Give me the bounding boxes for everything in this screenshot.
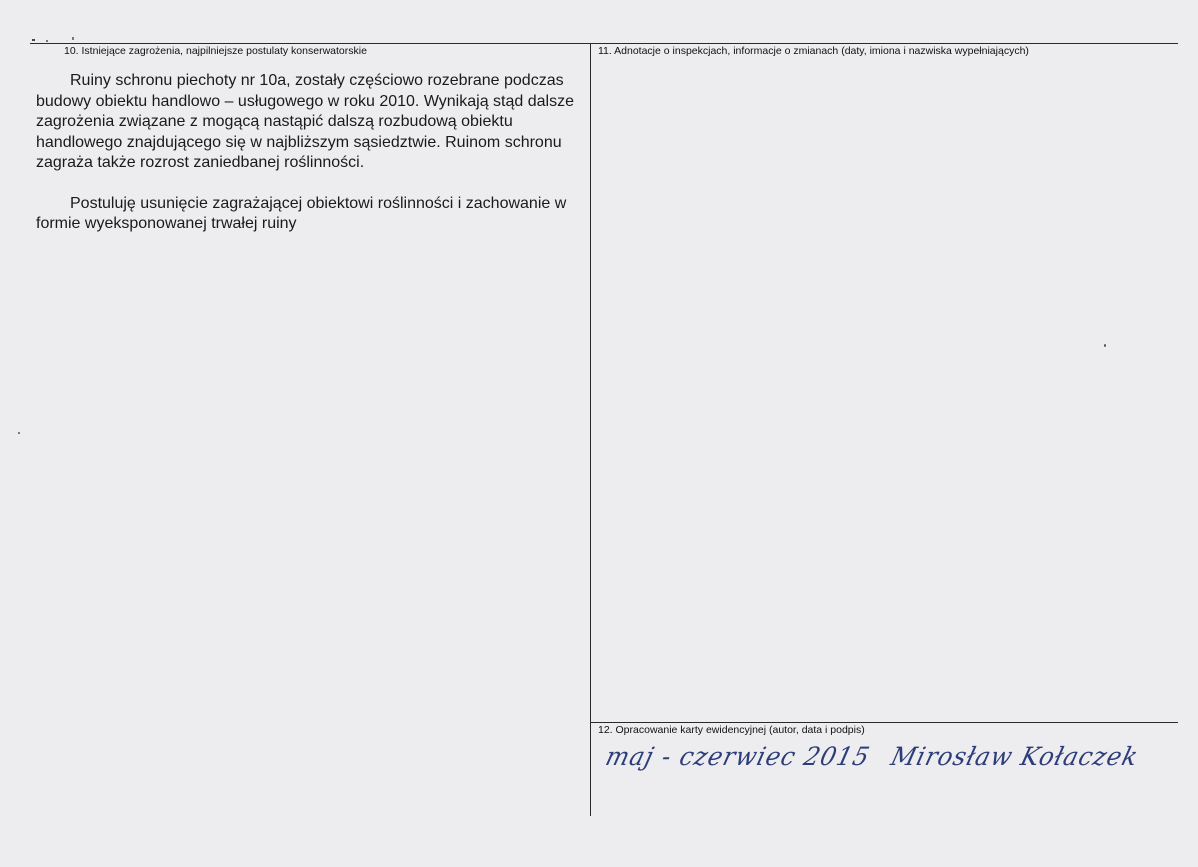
column-divider	[590, 43, 591, 816]
scan-speck	[1104, 344, 1106, 347]
section-10-content	[36, 71, 586, 255]
signature-date: maj - czerwiec 2015	[602, 742, 874, 772]
threats-paragraph: Ruiny schronu piechoty nr 10a, zostały częściowo rozebrane podczas budowy obiektu handlowo – usługowego w roku 2010. Wynikają stąd dalsze zagrożenia związane z mogącą nastąpić dalszą rozbudową obiektu handlowego znajdującego się w najbliższym sąsiedztwie. Ruinom schronu zagraża także rozrost zaniedbanej roślinności.	[36, 72, 574, 171]
section-12-rule	[591, 722, 1178, 723]
handwritten-signature	[603, 742, 1164, 771]
signature-name: Mirosław Kołaczek	[887, 742, 1142, 772]
section-11-label: 11. Adnotacje o inspekcjach, informacje o zmianach (daty, imiona i nazwiska wypełniających)	[598, 45, 1029, 57]
section-10-label: 10. Istniejące zagrożenia, najpilniejsze postulaty konserwatorskie	[64, 45, 367, 57]
scan-marks	[32, 30, 82, 36]
postulates-paragraph: Postuluję usunięcie zagrażającej obiektowi roślinności i zachowanie w formie wyeksponowanej trwałej ruiny	[36, 194, 567, 232]
header-rule	[30, 43, 1178, 44]
section-12-label: 12. Opracowanie karty ewidencyjnej (autor, data i podpis)	[598, 724, 865, 736]
scan-speck	[18, 432, 20, 434]
